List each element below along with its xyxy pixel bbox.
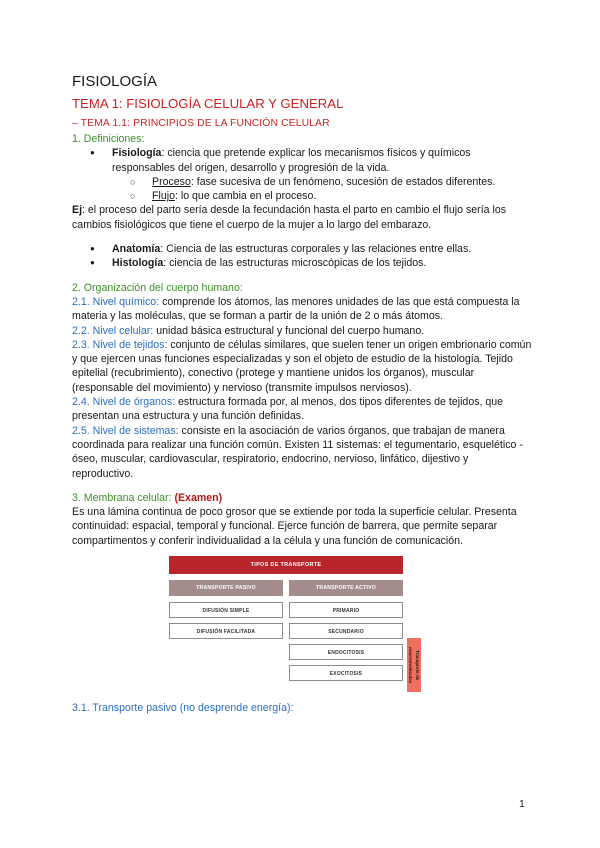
- term-flujo: Flujo: [152, 190, 175, 203]
- activo-item: ENDOCITOSIS: [289, 644, 403, 660]
- label-nivel-tejidos: 2.3. Nivel de tejidos:: [72, 338, 168, 351]
- label-nivel-quimico: 2.1. Nivel químico:: [72, 295, 160, 308]
- list-item: [72, 189, 532, 203]
- ej-text: : el proceso del parto sería desde la fecundación hasta el parto en cambio el flujo sería los cambios fisiológicos que tiene el cuerpo de la mujer a lo largo del embarazo.: [72, 204, 507, 231]
- text-nivel-organos: estructura formada por, al menos, dos tipos diferentes de tejidos, que presentan una estructura y una función definidas.: [72, 396, 504, 423]
- list-item: [72, 242, 532, 256]
- nivel-sistemas: [72, 424, 532, 481]
- document-title: FISIOLOGÍA: [72, 73, 158, 90]
- term-fisiologia: Fisiología: [112, 147, 162, 160]
- example-paragraph: [72, 203, 532, 232]
- label-nivel-organos: 2.4. Nivel de órganos:: [72, 396, 176, 409]
- transport-types-diagram: [169, 556, 429, 696]
- section-1-heading: 1. Definiciones:: [72, 133, 145, 145]
- text-nivel-celular: unidad básica estructural y funcional del cuerpo humano.: [153, 324, 425, 337]
- pasivo-item: DIFUSIÓN FACILITADA: [169, 623, 283, 639]
- section-2-heading: 2. Organización del cuerpo humano:: [72, 281, 243, 294]
- nivel-tejidos: [72, 338, 532, 395]
- def-histologia: : ciencia de las estructuras microscópicas de los tejidos.: [163, 257, 427, 270]
- exam-tag: Examen: [177, 491, 219, 504]
- nivel-organos: [72, 395, 532, 424]
- def-proceso: : fase sucesiva de un fenómeno, sucesión de estados diferentes.: [190, 175, 496, 188]
- term-anatomia: Anatomía: [112, 243, 161, 256]
- page-number: 1: [519, 798, 525, 810]
- label-nivel-sistemas: 2.5. Nivel de sistemas:: [72, 424, 179, 437]
- nivel-quimico: [72, 295, 532, 324]
- activo-item: PRIMARIO: [289, 602, 403, 618]
- section-3-title: 3. Membrana celular:: [72, 491, 175, 504]
- subtema-heading: – TEMA 1.1: PRINCIPIOS DE LA FUNCIÓN CELULAR: [72, 118, 330, 129]
- term-proceso: Proceso: [152, 175, 191, 188]
- definitions-list: [72, 146, 532, 203]
- pasivo-header: TRANSPORTE PASIVO: [169, 580, 283, 596]
- diagram-header: TIPOS DE TRANSPORTE: [169, 556, 403, 574]
- macromolecule-label: Transporte de macromoléculas: [407, 638, 421, 692]
- membrana-paragraph: Es una lámina continua de poco grosor que se extiende por toda la superficie celular. Presenta continuidad: espacial, temporal y funcional. Ejerce función de barrera, que permite separar compartimentos y conferir individualidad a la célula y una función de comunicación.: [72, 506, 517, 547]
- text-nivel-quimico: comprende los átomos, las menores unidades de las que está compuesta la materia y las moléculas, que se forman a partir de la unión de 2 o más átomos.: [72, 295, 520, 323]
- term-histologia: Histología: [112, 257, 164, 270]
- activo-item: EXOCITOSIS: [289, 665, 403, 681]
- term-ej: Ej: [72, 204, 83, 217]
- def-flujo: : lo que cambia en el proceso.: [174, 190, 317, 203]
- pasivo-item: DIFUSIÓN SIMPLE: [169, 602, 283, 618]
- section-3-heading: 3. Membrana celular: (Examen): [72, 491, 223, 504]
- list-item: [72, 175, 532, 189]
- document-page: [72, 72, 532, 715]
- label-nivel-celular: 2.2. Nivel celular:: [72, 324, 154, 337]
- activo-header: TRANSPORTE ACTIVO: [289, 580, 403, 596]
- activo-item: SECUNDARIO: [289, 623, 403, 639]
- tema-heading: TEMA 1: FISIOLOGÍA CELULAR Y GENERAL: [72, 96, 344, 111]
- list-item: [72, 256, 532, 270]
- def-fisiologia: : ciencia que pretende explicar los mecanismos físicos y químicos responsables del origen, desarrollo y progresión de la vida.: [112, 147, 471, 174]
- definitions-list-2: [72, 242, 532, 271]
- text-nivel-sistemas: consiste en la asociación de varios órganos, que trabajan de manera coordinada para realizar una función común. Existen 11 sistemas: el tegumentario, esquelético - óseo, muscular, cardiovascular, respiratorio, endocrino, nervioso, linfático, dijestivo y reproductivo.: [72, 424, 523, 480]
- text-nivel-tejidos: conjunto de células similares, que suelen tener un origen embrionario común y que ejercen unas funciones especializadas y son el objeto de estudio de la histología. Tejido epitelial (recubrimiento), conectivo (protege y mantiene unidos los órganos), muscular (responsable del movimiento) y nervioso (transmite impulsos nerviosos).: [72, 338, 532, 394]
- nivel-celular: [72, 324, 532, 338]
- section-31-heading: 3.1. Transporte pasivo (no desprende energía):: [72, 702, 294, 715]
- list-item: [72, 146, 532, 175]
- def-anatomia: : Ciencia de las estructuras corporales y las relaciones entre ellas.: [160, 243, 472, 256]
